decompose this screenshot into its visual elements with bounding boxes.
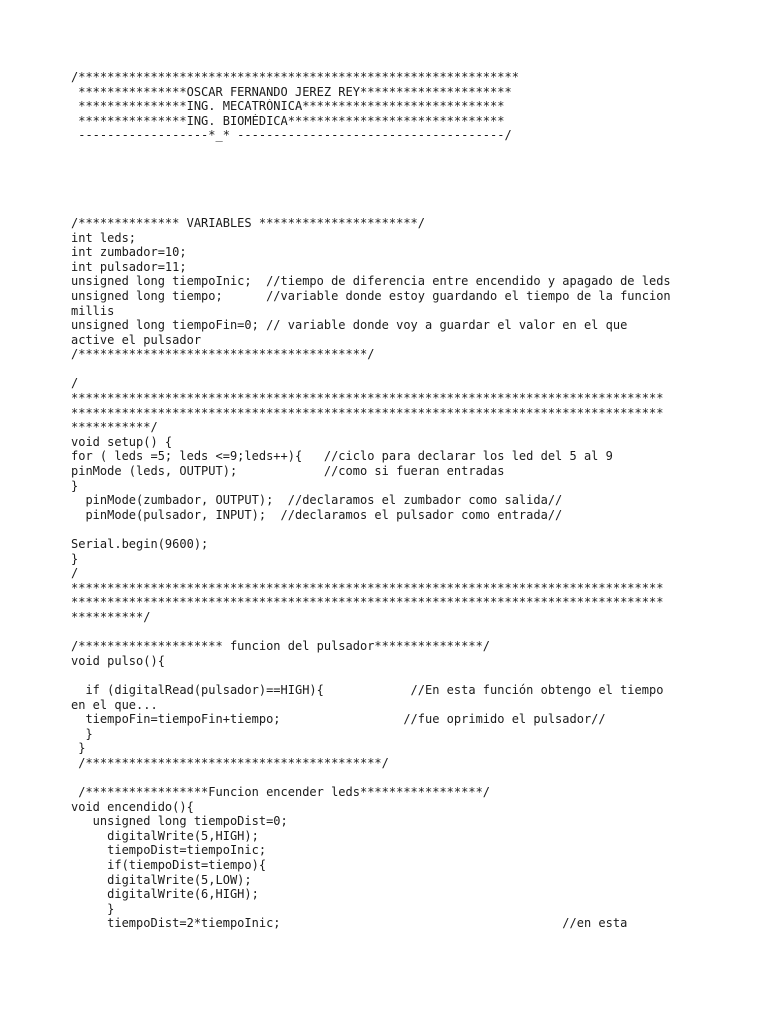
code-line: **********************************************************************************: [71, 391, 664, 406]
code-line: [71, 201, 711, 216]
code-line: unsigned long tiempoFin=0; // variable donde voy a guardar el valor en el que: [71, 318, 628, 333]
code-line: digitalWrite(5,LOW);: [71, 872, 252, 887]
code-line: }: [71, 551, 79, 566]
code-line: [71, 158, 711, 173]
code-line: unsigned long tiempo; //variable donde estoy guardando el tiempo de la funcion: [71, 288, 671, 303]
code-line: /****************************************/: [71, 347, 375, 362]
code-line: /: [71, 376, 79, 391]
code-line: ***************ING. MECATRÓNICA****************************: [71, 99, 505, 114]
code-line: [71, 187, 711, 202]
code-line: **********************************************************************************: [71, 580, 664, 595]
code-line: for ( leds =5; leds <=9;leds++){ //ciclo para declarar los led del 5 al 9: [71, 449, 613, 464]
code-line: millis: [71, 303, 115, 318]
code-line: **********************************************************************************: [71, 595, 664, 610]
code-line: Serial.begin(9600);: [71, 537, 209, 551]
code-line: }: [71, 901, 115, 916]
code-line: int pulsador=11;: [71, 259, 187, 274]
code-line: if (digitalRead(pulsador)==HIGH){ //En esta función obtengo el tiempo: [71, 682, 664, 697]
code-line: [71, 143, 711, 158]
code-line: /******************** funcion del pulsador***************/: [71, 639, 491, 654]
code-line: unsigned long tiempoDist=0;: [71, 814, 288, 829]
code-line: [71, 522, 711, 537]
code-line: digitalWrite(5,HIGH);: [71, 828, 259, 843]
code-line: void setup() {: [71, 434, 173, 449]
code-line: }: [71, 726, 93, 741]
code-listing: [71, 70, 711, 931]
code-line: [71, 668, 711, 683]
code-line: digitalWrite(6,HIGH);: [71, 887, 259, 902]
code-line: /*****************Funcion encender leds*****************/: [71, 785, 491, 800]
code-line: ***************ING. BIOMÉDICA******************************: [71, 113, 505, 128]
code-line: pinMode(zumbador, OUTPUT); //declaramos el zumbador como salida//: [71, 493, 563, 508]
code-line: **********************************************************************************: [71, 405, 664, 420]
code-line: **********/: [71, 609, 151, 624]
code-line: tiempoDist=2*tiempoInic; //en esta: [71, 916, 628, 931]
code-line: int leds;: [71, 230, 137, 245]
code-line: ***********/: [71, 420, 158, 435]
code-line: /*****************************************/: [71, 755, 389, 770]
code-line: void pulso(){: [71, 653, 165, 668]
code-line: [71, 172, 711, 187]
code-line: }: [71, 741, 86, 756]
code-line: ------------------*_* -------------------------------------/: [71, 128, 512, 143]
code-line: /************** VARIABLES **********************/: [71, 215, 426, 230]
code-line: /: [71, 566, 79, 581]
code-line: void encendido(){: [71, 799, 194, 814]
code-line: }: [71, 478, 79, 493]
code-line: [71, 771, 711, 786]
code-line: tiempoDist=tiempoInic;: [71, 843, 267, 858]
code-line: int zumbador=10;: [71, 245, 187, 260]
code-line: unsigned long tiempoInic; //tiempo de diferencia entre encendido y apagado de leds: [71, 274, 671, 289]
code-line: pinMode(pulsador, INPUT); //declaramos el pulsador como entrada//: [71, 507, 563, 522]
code-line: ***************OSCAR FERNANDO JEREZ REY*********************: [71, 84, 512, 99]
code-line: /*************************************************************: [71, 70, 519, 84]
code-line: tiempoFin=tiempoFin+tiempo; //fue oprimido el pulsador//: [71, 712, 606, 727]
code-line: pinMode (leds, OUTPUT); //como si fueran entradas: [71, 464, 505, 479]
code-line: active el pulsador: [71, 332, 202, 347]
code-line: en el que...: [71, 697, 158, 712]
code-line: if(tiempoDist=tiempo){: [71, 858, 267, 873]
code-line: [71, 362, 711, 377]
code-line: [71, 625, 711, 640]
